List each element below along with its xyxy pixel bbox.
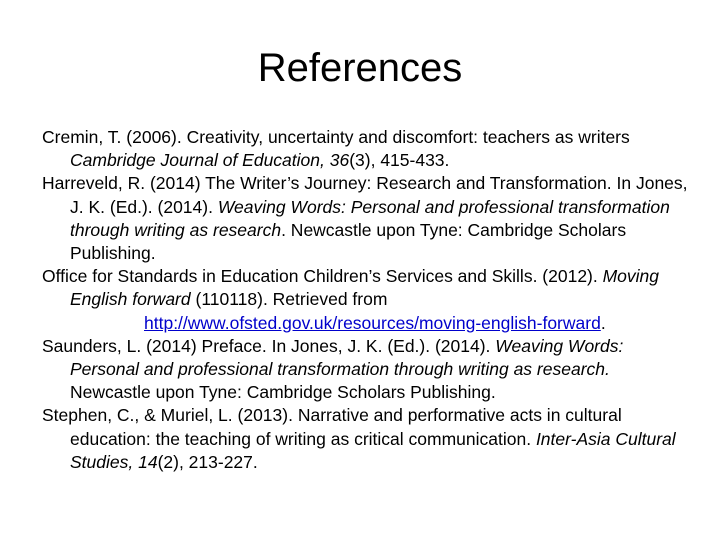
ref-text: . (600, 312, 606, 333)
ref-book-title: Weaving Words: Personal and professional transformation through writing as research (70, 196, 670, 240)
ref-url-link[interactable]: http://www.ofsted.gov.uk/resources/moving-english-forward (144, 312, 601, 333)
ref-text: Stephen, C., & Muriel, L. (2013). Narrative and performative acts in cultural education: the teaching of writing as critical communication. (42, 405, 622, 449)
reference-item-harreveld (42, 172, 692, 265)
ref-journal: Inter-Asia Cultural Studies, 14 (70, 428, 676, 472)
slide-title: References (257, 46, 463, 90)
ref-url-line (70, 312, 692, 335)
ref-text: . Newcastle upon Tyne: Cambridge Scholars Publishing. (70, 219, 627, 264)
ref-text: Office for Standards in Education Children’s Services and Skills. (2012). (42, 266, 603, 287)
ref-book-title: Weaving Words: Personal and professional transformation through writing as research. (70, 335, 624, 380)
reference-list (42, 126, 692, 474)
reference-item-saunders (42, 335, 692, 405)
ref-text: Harreveld, R. (2014) The Writer’s Journey: Research and Transformation. In Jones, J. K. (Ed.). (2014). (42, 173, 688, 217)
ref-report-title: Moving English forward (70, 266, 660, 310)
ref-text: Saunders, L. (2014) Preface. In Jones, J. K. (Ed.). (2014). (42, 335, 496, 356)
ref-text: (110118). Retrieved from (190, 289, 388, 310)
ref-journal: Cambridge Journal of Education, 36 (70, 150, 350, 171)
reference-item-cremin (42, 126, 692, 172)
reference-item-stephen (42, 404, 692, 474)
ref-text: Cremin, T. (2006). Creativity, uncertainty and discomfort: teachers as writers (42, 127, 630, 147)
reference-item-ofsted (42, 265, 692, 335)
ref-text: Newcastle upon Tyne: Cambridge Scholars Publishing. (70, 382, 496, 403)
ref-text: (3), 415-433. (349, 150, 450, 171)
ref-text: (2), 213-227. (157, 451, 258, 472)
